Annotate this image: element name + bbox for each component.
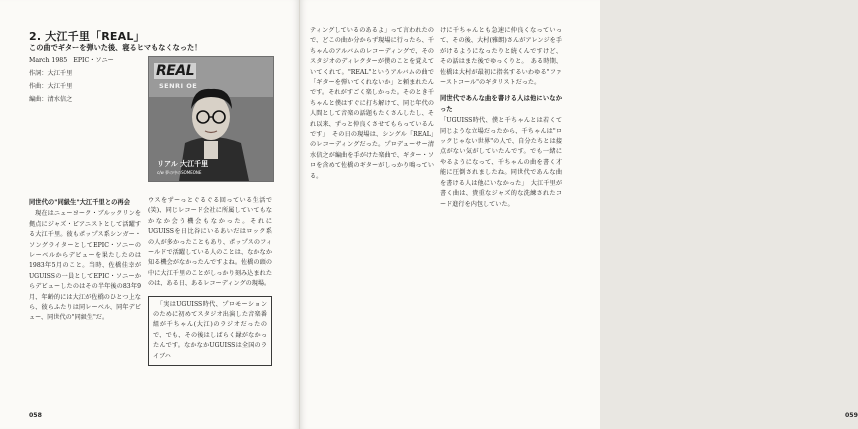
left-page: [0, 0, 300, 429]
section-heading-2: 同世代であんな曲を書ける人は他にいなかった: [440, 95, 562, 113]
body-column-4: [440, 26, 562, 398]
body-paragraph: 現在はニューヨーク・ブルックリンを拠点にジャズ・ピアニストとして活躍する大江千里。彼もポップス系シンガー・ソングライターとしてEPIC・ソニーのレーベルからデビューを果たしたのは1983年5月のこと。当時、佐橋佳幸がUGUISSの一員としてEPIC・ソニーからデビューしたのはその半年後の83年9月、年齢的には大江が佐橋のひとつ上なら、彼らふたりは同レーベル、同年デビュー、同世代の"同級生"だ。: [29, 210, 141, 322]
page-number-left: 058: [29, 412, 42, 419]
body-paragraph: 「UGUISS時代、僕と千ちゃんとは若くて同じような立場だったから、千ちゃんは"ロックじゃない世界"の人で、自分たちとは接点がない気がしていたんです。でも一緒にやるようになって、千ちゃんの曲を書く才能に圧倒されましたね。同世代であんな曲を書ける人は他にいなかった」 大江千里が書く曲は、貴重なジャズ的な洗練されたコード進行を内包していた。: [440, 117, 562, 208]
cover-jp-title: リアル 大江千里: [157, 160, 209, 168]
page-number-right: 059: [845, 412, 858, 419]
article-subtitle: この曲でギターを弾いた後、寝るヒマもなくなった！: [29, 43, 202, 52]
quote-text: 「実はUGUISS時代、プロモーションのために初めてスタジオ出演した音楽番組が千ちゃん(大江)のラジオだったので、でも、その後はしばらく縁がなかったんです。なかなかUGUISSは全国のライブハ: [153, 300, 267, 360]
body-paragraph: ティングしているのあるよ」って言われたので、どこの曲か分からず現場に行ったら、千ちゃんのアルバムのレコーディングで、そのスタジオのディレクターが僕のことを覚えていてくれて。"REAL"というアルバムの曲で「ギターを弾いてくれないか」と頼まれたんです。それがすごく楽しかった。そのとき千ちゃんと僕はすぐに打ち解けて、同じ年代の人間として音楽の話題もたくさんしたし、それ以来、ずっと仲良くさせてもらっているんです」 その日の現場は、シングル「REAL」のレコーディングだった。プロデューサー清水信之が編曲を手がけた楽曲で、ギター・ソロを含めて佐橋のギターがしっかり鳴っている。: [310, 27, 434, 180]
body-column-1: [29, 198, 141, 398]
section-heading: 同世代の"同級生"大江千里との再会: [29, 199, 131, 206]
article-title: 2. 大江千里「REAL」: [29, 30, 145, 43]
lyrics-credit: 作詞：大江千里: [29, 70, 73, 77]
cover-artist: SENRI OE: [159, 82, 198, 90]
body-column-2: [148, 196, 272, 398]
cover-title: REAL: [156, 63, 195, 79]
body-paragraph: けに千ちゃんとも急速に仲良くなっていって、その後、大村(雅朗)さんがアレンジを手がけるようになったりと続くんですけど、その話はまた後でゆっくりと。 ある時期、佐橋は大村が最初に指名するいわゆる"ファーストコール"のギタリストだった。: [440, 27, 562, 87]
music-credit: 作曲：大江千里: [29, 83, 73, 90]
quote-box: [148, 296, 272, 366]
cover-small-text: c/w 夢の中のSOMEONE: [157, 170, 202, 175]
release-info: March 1985 EPIC・ソニー: [29, 57, 114, 64]
body-column-3: [310, 26, 434, 398]
arrange-credit: 編曲：清水信之: [29, 96, 73, 103]
album-cover: [148, 56, 274, 182]
body-paragraph: ウスをずーっとぐるぐる回っている生活で(笑)、同じレコード会社に所属していてもなかなか会う機会もなかった。それにUGUISSを日比谷にいるあいだはロック系の人が多かったこともあり、ポップスのフィールドで活躍している人のことは、なかなか知る機会がなかったんですよね。佐橋の頭の中に大江千里のことがしっかり刻み込まれたのは、ある日、あるレコーディングの現場。: [148, 197, 272, 288]
